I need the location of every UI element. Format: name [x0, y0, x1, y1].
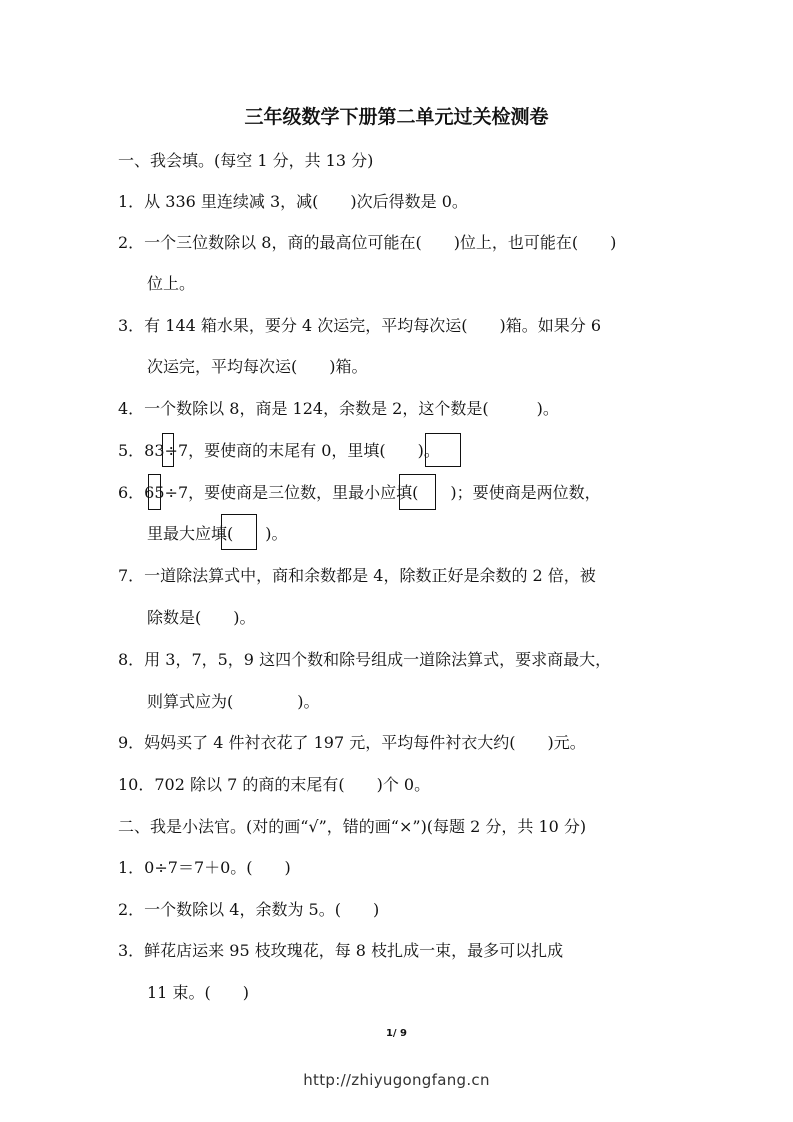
question-1-3: 3．有 144 箱水果，要分 4 次运完，平均每次运( )箱。如果分 6	[118, 316, 601, 335]
blank-box	[399, 474, 436, 510]
blank-box	[162, 433, 174, 467]
question-1-5: 5．83÷7，要使商的末尾有 0，里填( )。	[118, 441, 440, 460]
question-1-7: 7．一道除法算式中，商和余数都是 4，除数正好是余数的 2 倍，被	[118, 566, 596, 585]
page-number: 1/ 9	[385, 1028, 408, 1039]
question-1-8-continued: 则算式应为( )。	[147, 692, 320, 711]
blank-box	[148, 474, 161, 510]
question-1-2-continued: 位上。	[147, 274, 196, 293]
question-1-3-continued: 次运完，平均每次运( )箱。	[147, 357, 368, 376]
question-2-3-continued: 11 束。( )	[147, 983, 249, 1002]
question-2-1: 1．0÷7＝7＋0。( )	[118, 858, 291, 877]
question-1-8: 8．用 3，7，5，9 这四个数和除号组成一道除法算式，要求商最大，	[118, 650, 612, 669]
question-2-3: 3．鲜花店运来 95 枝玫瑰花，每 8 枝扎成一束，最多可以扎成	[118, 941, 564, 960]
section-2-heading: 二、我是小法官。(对的画“√”，错的画“×”)(每题 2 分，共 10 分)	[118, 817, 587, 836]
question-1-4: 4．一个数除以 8，商是 124，余数是 2，这个数是( )。	[118, 399, 559, 418]
blank-box	[221, 514, 257, 550]
question-1-7-continued: 除数是( )。	[147, 608, 256, 627]
question-2-2: 2．一个数除以 4，余数为 5。( )	[118, 900, 380, 919]
question-1-1: 1．从 336 里连续减 3，减( )次后得数是 0。	[118, 192, 468, 211]
blank-box	[425, 433, 461, 467]
question-1-2: 2．一个三位数除以 8，商的最高位可能在( )位上，也可能在( )	[118, 233, 617, 252]
section-1-heading: 一、我会填。(每空 1 分，共 13 分)	[118, 151, 374, 170]
source-url: http://zhiyugongfang.cn	[303, 1071, 490, 1089]
question-1-6-continued: 里最大应填( )。	[147, 524, 288, 543]
page-title: 三年级数学下册第二单元过关检测卷	[244, 106, 549, 128]
question-1-6: 6．65÷7，要使商是三位数，里最小应填( )；要使商是两位数，	[118, 483, 601, 502]
question-1-10: 10．702 除以 7 的商的末尾有( )个 0。	[118, 775, 431, 794]
question-1-9: 9．妈妈买了 4 件衬衣花了 197 元，平均每件衬衣大约( )元。	[118, 733, 586, 752]
